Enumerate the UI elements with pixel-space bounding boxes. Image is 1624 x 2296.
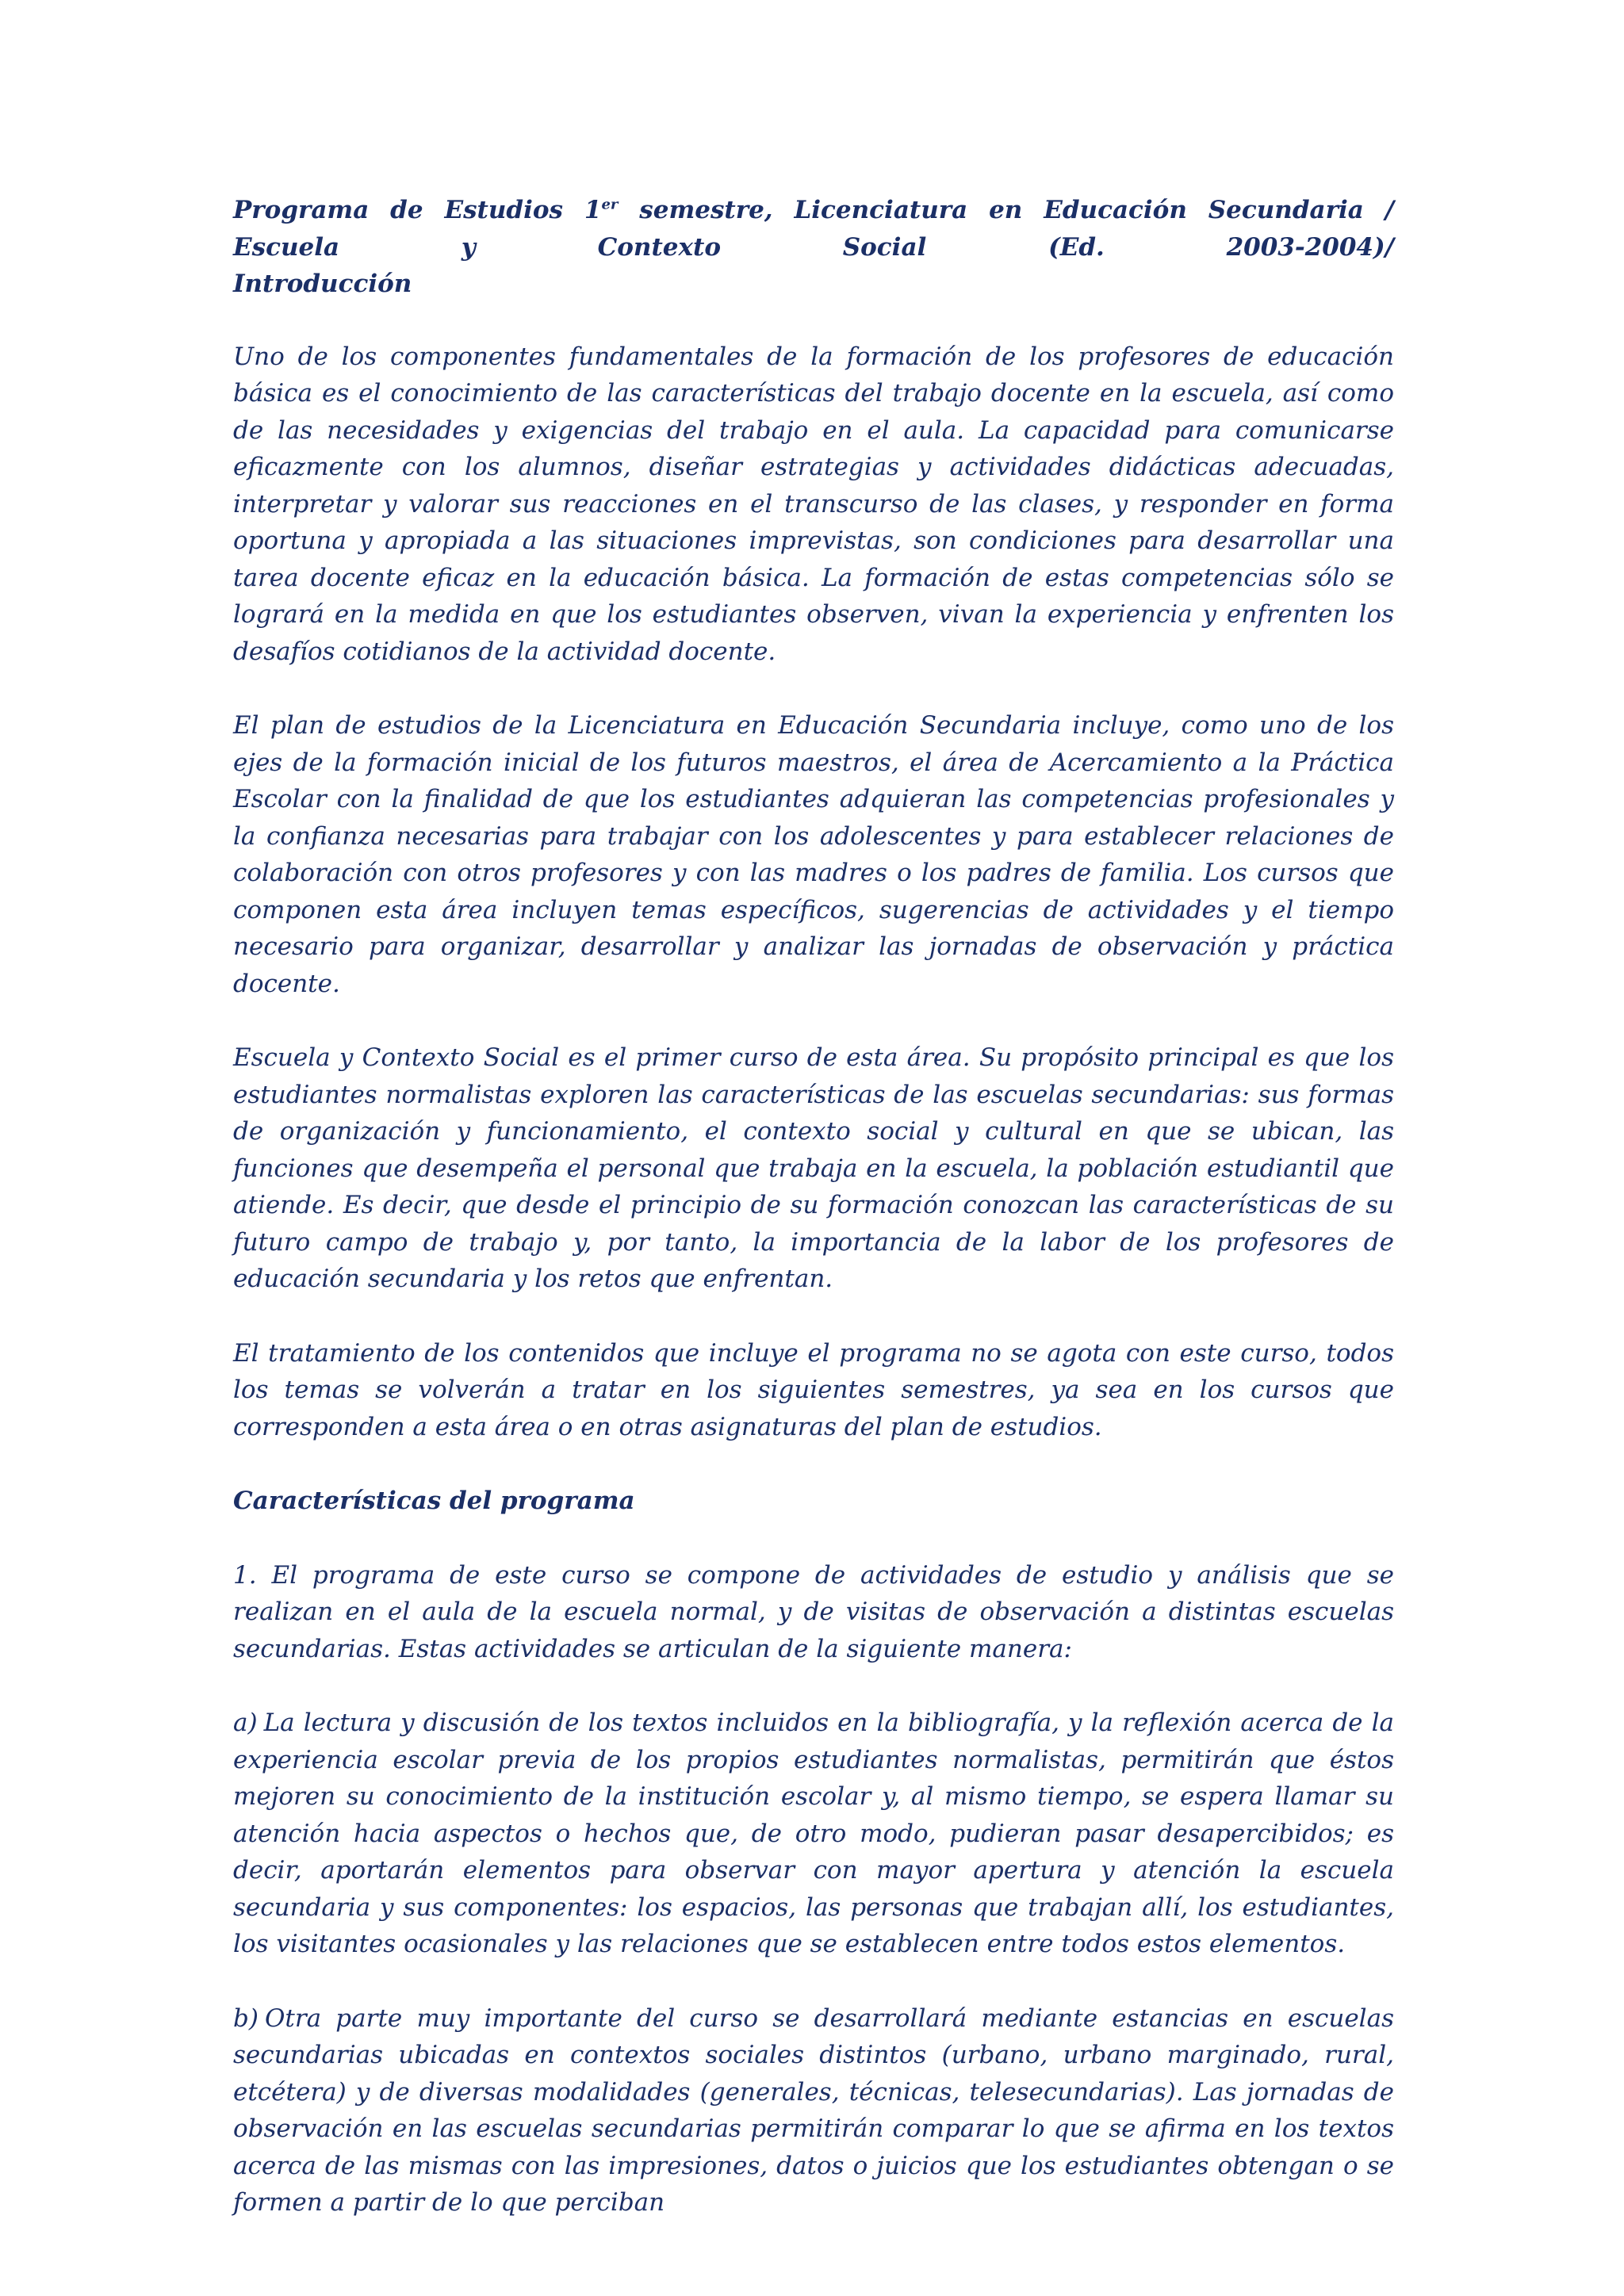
list-item-b-letter: b) [233, 2003, 259, 2033]
paragraph-4: El tratamiento de los contenidos que incluye el programa no se agota con este curso, todos los temas se volverán a tratar en los siguientes semestres, ya sea en los cursos que corresponden a esta área o en otras asignaturas del plan de estudios. [233, 1338, 1394, 1441]
document-header [233, 192, 1394, 303]
list-item-a [233, 1705, 1394, 1963]
list-item-b-text: Otra parte muy importante del curso se desarrollará mediante estancias en escuelas secundarias ubicadas en contextos sociales distintos (urbano, urbano marginado, rural, etcétera) y de diversas modalidades (generales, técnicas, telesecundarias). Las jornadas de observación en las escuelas secundarias permitirán comparar lo que se afirma en los textos acerca de las mismas con las impresiones, datos o juicios que los estudiantes obtengan o se formen a partir de lo que perciban [233, 2003, 1394, 2217]
document-body [233, 192, 1394, 2221]
list-item-b [233, 2000, 1394, 2221]
list-item-a-letter: a) [233, 1709, 258, 1737]
paragraph-1: Uno de los componentes fundamentales de la formación de los profesores de educación básica es el conocimiento de las características del trabajo docente en la escuela, así como de las necesidades y exigencias del trabajo en el aula. La capacidad para comunicarse eficazmente con los alumnos, diseñar estrategias y actividades didácticas adecuadas, interpretar y valorar sus reacciones en el transcurso de las clases, y responder en forma oportuna y apropiada a las situaciones imprevistas, son condiciones para desarrollar una tarea docente eficaz en la educación básica. La formación de estas competencias sólo se logrará en la medida en que los estudiantes observen, vivan la experiencia y enfrenten los desafíos cotidianos de la actividad docente. [233, 342, 1394, 666]
paragraph-2: El plan de estudios de la Licenciatura en Educación Secundaria incluye, como uno de los ejes de la formación inicial de los futuros maestros, el área de Acercamiento a la Práctica Escolar con la finalidad de que los estudiantes adquieran las competencias profesionales y la confianza necesarias para trabajar con los adolescentes y para establecer relaciones de colaboración con otros profesores y con las madres o los padres de familia. Los cursos que componen esta área incluyen temas específicos, sugerencias de actividades y el tiempo necesario para organizar, desarrollar y analizar las jornadas de observación y práctica docente. [233, 711, 1394, 998]
section-title-introduccion: Introducción [233, 270, 412, 298]
header-superscript: er [601, 196, 619, 213]
header-suffix: semestre, Licenciatura en Educación Secundaria / Escuela y Contexto Social (Ed. 2003-2004)/ [233, 196, 1395, 262]
header-prefix: Programa de Estudios 1 [233, 196, 602, 224]
point-1: 1. El programa de este curso se compone de actividades de estudio y análisis que se realizan en el aula de la escuela normal, y de visitas de observación a distintas escuelas secundarias. Estas actividades se articulan de la siguiente manera: [233, 1560, 1394, 1663]
paragraph-3: Escuela y Contexto Social es el primer curso de esta área. Su propósito principal es que los estudiantes normalistas exploren las características de las escuelas secundarias: sus formas de organización y funcionamiento, el contexto social y cultural en que se ubican, las funciones que desempeña el personal que trabaja en la escuela, la población estudiantil que atiende. Es decir, que desde el principio de su formación conozcan las características de su futuro campo de trabajo y, por tanto, la importancia de la labor de los profesores de educación secundaria y los retos que enfrentan. [233, 1043, 1394, 1293]
list-item-a-text: La lectura y discusión de los textos incluidos en la bibliografía, y la reflexión acerca de la experiencia escolar previa de los propios estudiantes normalistas, permitirán que éstos mejoren su conocimiento de la institución escolar y, al mismo tiempo, se espera llamar su atención hacia aspectos o hechos que, de otro modo, pudieran pasar desapercibidos; es decir, aportarán elementos para observar con mayor apertura y atención la escuela secundaria y sus componentes: los espacios, las personas que trabajan allí, los estudiantes, los visitantes ocasionales y las relaciones que se establecen entre todos estos elementos. [233, 1709, 1394, 1958]
section-heading: Características del programa [233, 1487, 635, 1515]
